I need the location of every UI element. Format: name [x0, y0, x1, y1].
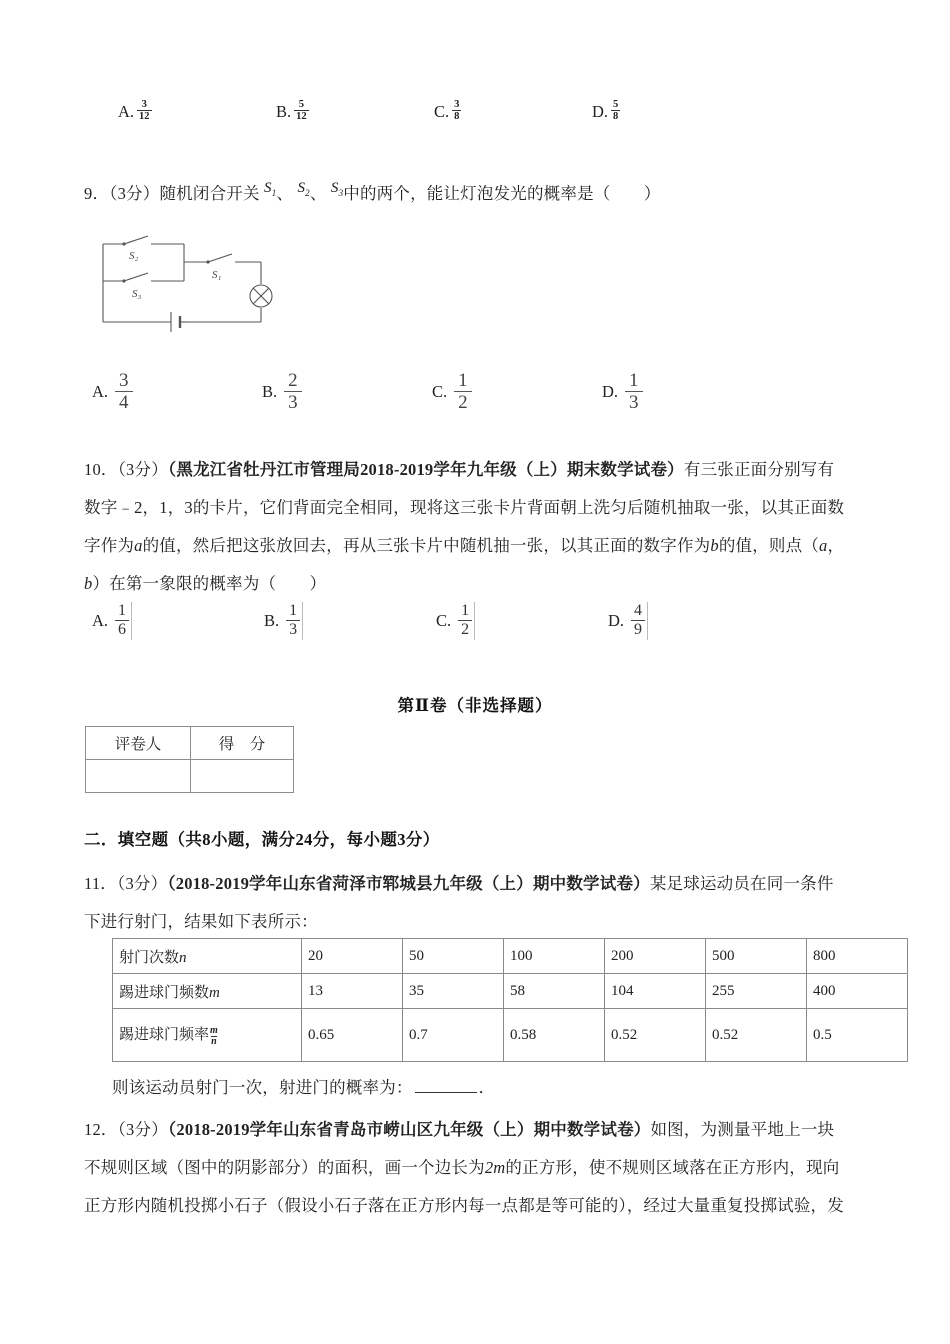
table-cell: 200	[605, 939, 706, 974]
question-11-line-1	[84, 872, 894, 897]
grader-score-input[interactable]	[191, 760, 294, 793]
answer-blank[interactable]	[415, 1079, 477, 1093]
denominator: 8	[454, 111, 460, 123]
denominator: 12	[296, 111, 307, 123]
q9-option-d[interactable]	[602, 370, 772, 414]
q10-option-b-label: B.	[264, 610, 280, 630]
q9-stem-after: 中的两个，能让灯泡发光的概率是（ ）	[343, 184, 661, 203]
row-header-rate	[113, 1009, 302, 1062]
question-9-stem	[84, 182, 884, 208]
numerator: 2	[288, 370, 298, 391]
q12-source: （2018-2019学年山东省青岛市崂山区九年级（上）期中数学试卷）	[167, 1120, 651, 1139]
table-cell: 500	[706, 939, 807, 974]
table-cell: 0.52	[605, 1009, 706, 1062]
q9-option-a[interactable]	[92, 370, 262, 414]
q10-option-b[interactable]	[264, 602, 436, 640]
table-cell: 104	[605, 974, 706, 1009]
grader-header-row	[86, 727, 294, 760]
table-row	[113, 974, 908, 1009]
q10-option-d-label: D.	[608, 610, 625, 630]
q10-option-d[interactable]	[608, 602, 780, 640]
q10-option-b-fraction	[286, 602, 303, 640]
separator: 、	[309, 184, 327, 203]
row-header-var: n	[179, 949, 187, 966]
q8-option-b-label: B.	[276, 101, 292, 121]
m-over-n-fraction	[210, 1026, 218, 1047]
circuit-svg	[96, 228, 296, 346]
table-cell: 35	[403, 974, 504, 1009]
denominator: 12	[139, 111, 150, 123]
question-12-line-2	[84, 1156, 894, 1181]
numerator: 1	[289, 602, 298, 619]
q9-option-b[interactable]	[262, 370, 432, 414]
side-length-value: 2m	[484, 1158, 506, 1177]
switch-letter: S	[330, 180, 339, 196]
numerator: 4	[634, 602, 643, 619]
q12-line3-text: 正方形内随机投掷小石子（假设小石子落在正方形内每一点都是等可能的），经过大量重复投掷试验，发	[84, 1196, 844, 1215]
question-11-answer-line	[112, 1076, 912, 1101]
denominator: 3	[284, 391, 302, 413]
table-cell: 0.65	[302, 1009, 403, 1062]
variable-a2: a	[819, 536, 828, 555]
q12-line1-rest: 如图，为测量平地上一块	[650, 1120, 835, 1139]
row-header-text: 踢进球门频数	[119, 984, 210, 1001]
q11-line2-text: 下进行射门，结果如下表所示：	[84, 912, 318, 931]
q11-score: （3分）	[117, 874, 168, 893]
q10-option-d-fraction	[631, 602, 648, 640]
q10-line3-a: 字作为	[84, 536, 135, 555]
question-12-line-3	[84, 1194, 894, 1219]
denominator: 6	[115, 620, 129, 639]
q11-number: 11．	[84, 874, 117, 893]
q9-option-d-label: D.	[602, 381, 619, 401]
switch-s1	[264, 180, 276, 196]
numerator: 3	[119, 370, 129, 391]
table-cell: 400	[807, 974, 908, 1009]
denominator: 2	[454, 391, 472, 413]
switch-s3	[331, 180, 343, 196]
q8-option-b[interactable]	[276, 100, 434, 123]
table-cell: 13	[302, 974, 403, 1009]
q8-option-d[interactable]	[592, 100, 750, 123]
label-s1: S₁	[212, 269, 222, 281]
q10-line3-d: ，	[827, 536, 845, 555]
numerator: 3	[454, 99, 460, 110]
denominator: 3	[286, 620, 300, 639]
q10-line3-c: 的值，则点（	[718, 536, 820, 555]
q9-option-a-label: A.	[92, 381, 109, 401]
denominator: 9	[631, 620, 645, 639]
grader-col-score: 得 分	[191, 727, 294, 760]
q10-line1-rest: 有三张正面分别写有	[683, 460, 835, 479]
q10-option-a[interactable]	[92, 602, 264, 640]
row-header-goals	[113, 974, 302, 1009]
q11-line1-rest: 某足球运动员在同一条件	[649, 874, 834, 893]
question-11-line-2	[84, 910, 894, 935]
table-row	[113, 1009, 908, 1062]
q9-option-c[interactable]	[432, 370, 602, 414]
question-10-line-2	[84, 496, 884, 521]
row-header-shots	[113, 939, 302, 974]
separator: 、	[276, 184, 294, 203]
q10-option-a-fraction	[115, 602, 132, 640]
q8-option-d-fraction	[611, 99, 620, 122]
volume-heading: 第Ⅱ卷（非选择题）	[397, 696, 553, 715]
table-row	[113, 939, 908, 974]
shooting-frequency-table	[112, 938, 908, 1062]
question-10-line-1	[84, 458, 884, 483]
numerator: 3	[141, 99, 147, 110]
switch-letter: S	[264, 180, 272, 196]
table-cell: 255	[706, 974, 807, 1009]
q8-option-a-fraction	[137, 99, 152, 122]
table-cell: 50	[403, 939, 504, 974]
q9-option-b-fraction	[284, 370, 302, 414]
q9-option-c-label: C.	[432, 381, 448, 401]
q9-score: （3分）	[109, 184, 160, 203]
q12-score: （3分）	[117, 1120, 168, 1139]
q8-options-row	[118, 100, 878, 123]
q10-score: （3分）	[117, 460, 168, 479]
table-cell: 0.7	[403, 1009, 504, 1062]
q10-option-a-label: A.	[92, 610, 109, 630]
variable-a: a	[134, 536, 143, 555]
q12-number: 12．	[84, 1120, 118, 1139]
table-cell: 20	[302, 939, 403, 974]
table-cell: 800	[807, 939, 908, 974]
question-10-line-4	[84, 572, 884, 597]
label-s2: S₂	[129, 250, 139, 262]
denominator: 3	[625, 391, 643, 413]
q8-option-c-fraction	[452, 99, 461, 122]
q8-option-c[interactable]	[434, 100, 592, 123]
denominator: 4	[115, 391, 133, 413]
q12-line2-b: 的正方形，使不规则区域落在正方形内，现向	[505, 1158, 840, 1177]
label-s3: S₃	[132, 288, 142, 300]
grader-reviewer-input[interactable]	[86, 760, 191, 793]
switch-s2	[297, 180, 309, 196]
numerator: 1	[629, 370, 639, 391]
q10-number: 10．	[84, 460, 118, 479]
table-cell: 100	[504, 939, 605, 974]
question-12-line-1	[84, 1118, 894, 1143]
q10-option-c-label: C.	[436, 610, 452, 630]
q8-option-c-label: C.	[434, 101, 450, 121]
switch-letter: S	[297, 180, 306, 196]
q10-line2-text: 数字﹣2，1，3的卡片，它们背面完全相同，现将这三张卡片背面朝上洗匀后随机抽取一张，以其正面数	[84, 498, 845, 517]
q8-option-d-label: D.	[592, 101, 609, 121]
table-cell: 0.5	[807, 1009, 908, 1062]
question-10-line-3	[84, 534, 884, 559]
q11-answer-period: ．	[478, 1078, 496, 1097]
q8-option-b-fraction	[294, 99, 309, 122]
row-header-text: 踢进球门频率	[119, 1027, 210, 1044]
numerator: 5	[613, 99, 619, 110]
q11-answer-prompt: 则该运动员射门一次，射进门的概率为：	[112, 1078, 413, 1097]
grader-table	[85, 726, 294, 793]
table-cell: 0.58	[504, 1009, 605, 1062]
denominator: 8	[613, 111, 619, 123]
grader-input-row	[86, 760, 294, 793]
q9-switch-list	[260, 180, 344, 203]
q10-line3-b: 的值，然后把这张放回去，再从三张卡片中随机抽一张，以其正面的数字作为	[142, 536, 711, 555]
variable-b2: b	[84, 574, 93, 593]
q10-option-c[interactable]	[436, 602, 608, 640]
q9-number: 9．	[84, 184, 110, 203]
denominator: n	[211, 1035, 217, 1047]
numerator: 1	[118, 602, 127, 619]
switch-sub: 1	[271, 188, 277, 198]
denominator: 2	[458, 620, 472, 639]
section-2-heading: 二．填空题（共8小题，满分24分，每小题3分）	[84, 830, 440, 849]
q12-line2-a: 不规则区域（图中的阴影部分）的面积，画一个边长为	[84, 1158, 485, 1177]
q9-option-c-fraction	[454, 370, 472, 414]
table-cell: 0.52	[706, 1009, 807, 1062]
q10-option-c-fraction	[458, 602, 475, 640]
numerator: 5	[298, 99, 305, 110]
table-cell: 58	[504, 974, 605, 1009]
q9-stem-before: 随机闭合开关	[159, 184, 260, 203]
q10-source: （黑龙江省牡丹江市管理局2018-2019学年九年级（上）期末数学试卷）	[167, 460, 684, 479]
row-header-var: m	[209, 984, 220, 1001]
q10-options-row	[92, 602, 872, 640]
q9-options-row	[92, 370, 872, 414]
variable-b: b	[710, 536, 719, 555]
numerator: 1	[461, 602, 470, 619]
q8-option-a[interactable]	[118, 100, 276, 123]
q9-option-d-fraction	[625, 370, 643, 414]
numerator: 1	[458, 370, 468, 391]
q9-option-a-fraction	[115, 370, 133, 414]
row-header-text: 射门次数	[119, 949, 180, 966]
q9-circuit-diagram	[96, 228, 296, 351]
numerator: m	[210, 1024, 218, 1036]
switch-sub: 3	[338, 188, 344, 198]
grader-col-reviewer: 评卷人	[86, 727, 191, 760]
q8-option-a-label: A.	[118, 101, 135, 121]
switch-sub: 2	[305, 188, 310, 198]
q10-line4-rest: ）在第一象限的概率为（ ）	[92, 574, 327, 593]
q11-source: （2018-2019学年山东省菏泽市郓城县九年级（上）期中数学试卷）	[167, 874, 650, 893]
q9-option-b-label: B.	[262, 381, 278, 401]
